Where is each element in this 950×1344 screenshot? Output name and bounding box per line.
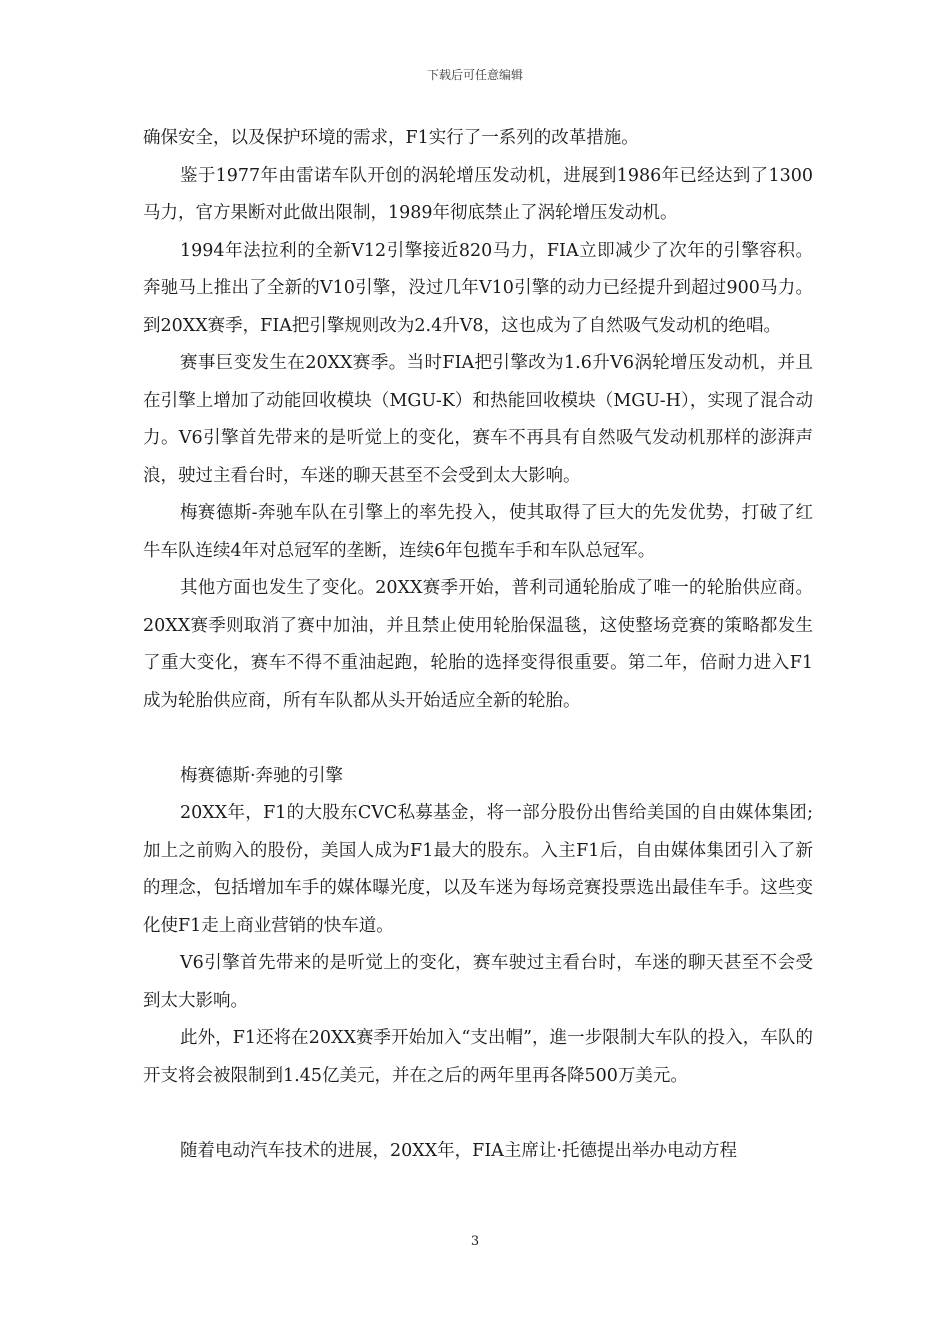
paragraph: 20XX年，F1的大股东CVC私募基金，将一部分股份出售给美国的自由媒体集团;加上之前购入的股份，美国人成为F1最大的股东。入主F1后，自由媒体集团引入了新的理念，包括增加车手的媒体曝光度，以及车迷为每场竞赛投票选出最佳车手。这些变化使F1走上商业营销的快车道。: [143, 803, 813, 936]
page-header-note: 下载后可任意编辑: [426, 68, 523, 82]
section-heading: 梅赛德斯·奔驰的引擎: [180, 765, 344, 786]
document-body: [143, 120, 813, 1170]
paragraph: 梅赛德斯-奔驰车队在引擎上的率先投入，使其取得了巨大的先发优势，打破了红牛车队连续4年对总冠军的垄断，连续6年包揽车手和车队总冠军。: [143, 503, 813, 561]
paragraph: 确保安全，以及保护环境的需求，F1实行了一系列的改革措施。: [143, 128, 639, 148]
paragraph: 随着电动汽车技术的进展，20XX年，FIA主席让·托德提出举办电动方程: [180, 1140, 737, 1161]
blank-line: [143, 720, 813, 758]
paragraph: V6引擎首先带来的是听觉上的变化，赛车驶过主看台时，车迷的聊天甚至不会受到太大影响。: [143, 953, 813, 1011]
paragraph: 1994年法拉利的全新V12引擎接近820马力，FIA立即减少了次年的引擎容积。奔驰马上推出了全新的V10引擎，没过几年V10引擎的动力已经提升到超过900马力。到20XX赛季，FIA把引擎规则改为2.4升V8，这也成为了自然吸气发动机的绝唱。: [143, 240, 813, 336]
paragraph: 赛事巨变发生在20XX赛季。当时FIA把引擎改为1.6升V6涡轮增压发动机，并且在引擎上增加了动能回收模块（MGU-K）和热能回收模块（MGU-H），实现了混合动力。V6引擎首先带来的是听觉上的变化，赛车不再具有自然吸气发动机那样的澎湃声浪，驶过主看台时，车迷的聊天甚至不会受到太大影响。: [143, 353, 813, 486]
paragraph: 鉴于1977年由雷诺车队开创的涡轮增压发动机，进展到1986年已经达到了1300马力，官方果断对此做出限制，1989年彻底禁止了涡轮增压发动机。: [143, 165, 813, 223]
paragraph: 其他方面也发生了变化。20XX赛季开始，普利司通轮胎成了唯一的轮胎供应商。20XX赛季则取消了赛中加油，并且禁止使用轮胎保温毯，这使整场竞赛的策略都发生了重大变化，赛车不得不重油起跑，轮胎的选择变得很重要。第二年，倍耐力进入F1成为轮胎供应商，所有车队都从头开始适应全新的轮胎。: [143, 578, 813, 711]
paragraph: 此外，F1还将在20XX赛季开始加入“支出帽”，進一步限制大车队的投入，车队的开支将会被限制到1.45亿美元，并在之后的两年里再各降500万美元。: [143, 1028, 813, 1086]
blank-line: [143, 1095, 813, 1133]
page-number: 3: [470, 1234, 480, 1249]
